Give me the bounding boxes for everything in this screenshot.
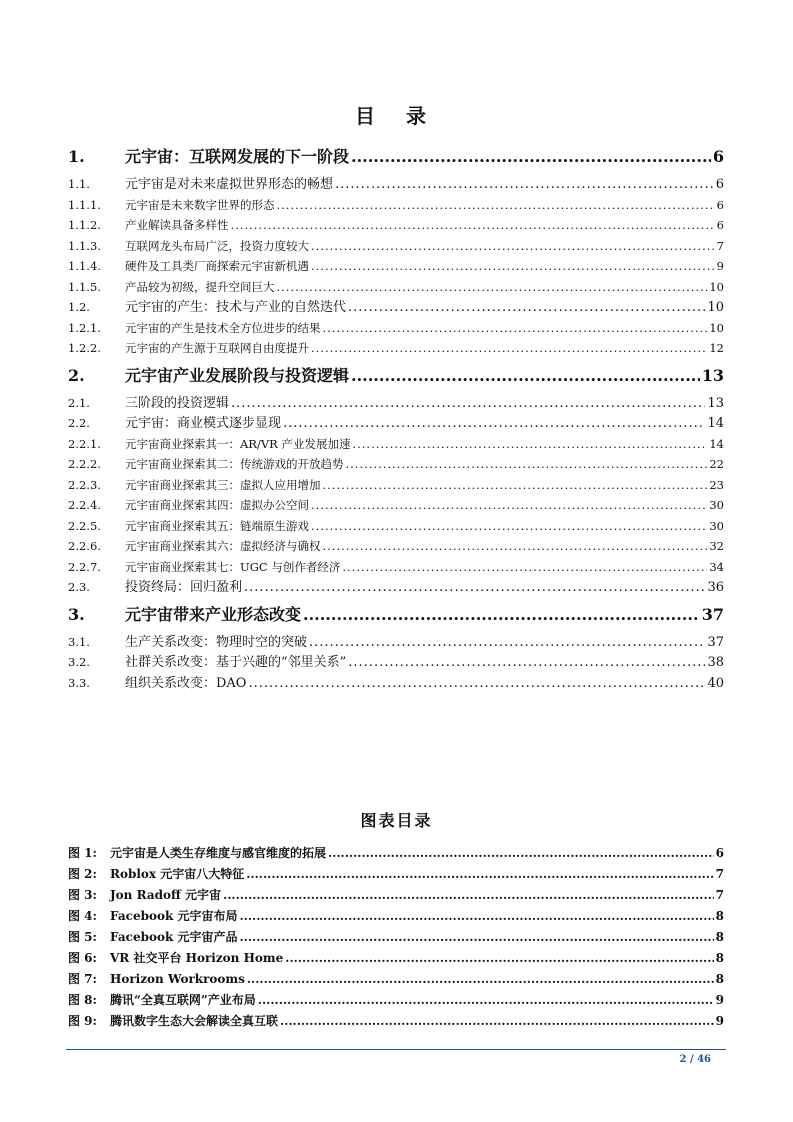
dot-leader <box>323 475 708 496</box>
entry-title: 组织关系改变：DAO <box>125 675 247 691</box>
entry-page: 7 <box>715 888 724 902</box>
entry-title: 元宇宙商业探索其六：虚拟经济与确权 <box>125 539 321 553</box>
entry-number: 图 7: <box>68 972 97 986</box>
dot-leader <box>342 557 707 578</box>
entry-number: 2.2.2. <box>68 457 101 471</box>
entry-page: 37 <box>701 604 724 624</box>
entry-page: 6 <box>715 177 724 192</box>
toc-entry[interactable] <box>68 359 724 393</box>
dot-leader <box>351 140 711 174</box>
figure-entry[interactable] <box>68 864 724 885</box>
dot-leader <box>311 516 707 537</box>
entry-number: 2.3. <box>68 580 90 594</box>
toc-entry[interactable] <box>68 475 724 496</box>
dot-leader <box>277 195 715 216</box>
entry-page: 14 <box>707 416 724 431</box>
dot-leader <box>311 338 707 359</box>
toc-entry[interactable] <box>68 236 724 257</box>
entry-page: 9 <box>715 1014 724 1028</box>
toc-entry[interactable] <box>68 454 724 475</box>
entry-title: Facebook 元宇宙产品 <box>110 930 238 944</box>
dot-leader <box>323 536 708 557</box>
toc-entry[interactable] <box>68 598 724 632</box>
dot-leader <box>258 990 714 1011</box>
entry-page: 14 <box>709 436 724 451</box>
dot-leader <box>311 236 715 257</box>
entry-number: 2.2.5. <box>68 518 101 533</box>
dot-leader <box>303 598 700 632</box>
entry-page: 22 <box>709 457 724 471</box>
entry-page: 23 <box>709 477 724 492</box>
entry-title: 元宇宙：商业模式逐步显现 <box>125 416 282 431</box>
dot-leader <box>351 359 700 393</box>
entry-number: 2.2.1. <box>68 436 101 451</box>
entry-title: 元宇宙商业探索其三：虚拟人应用增加 <box>125 477 321 492</box>
entry-page: 13 <box>701 365 724 385</box>
dot-leader <box>346 454 708 475</box>
toc-entry[interactable] <box>68 413 724 434</box>
dot-leader <box>323 318 708 339</box>
entry-number: 1.1.4. <box>68 259 101 273</box>
entry-page: 38 <box>707 655 724 670</box>
toc-entry[interactable] <box>68 577 724 598</box>
entry-title: Horizon Workrooms <box>110 972 245 986</box>
entry-page: 6 <box>712 147 724 166</box>
dot-leader <box>239 906 713 927</box>
figures-list <box>68 843 724 1032</box>
dot-leader <box>309 633 705 653</box>
entry-number: 1.2.2. <box>68 341 101 355</box>
entry-title: 投资终局：回归盈利 <box>125 580 243 595</box>
dot-leader <box>348 653 705 673</box>
entry-title: 元宇宙的产生是技术全方位进步的结果 <box>125 320 321 335</box>
entry-title: 元宇宙的产生源于互联网自由度提升 <box>125 341 309 355</box>
entry-number: 2.2.3. <box>68 477 101 492</box>
toc-entry[interactable] <box>68 673 724 694</box>
entry-number: 图 2: <box>68 867 97 881</box>
entry-page: 37 <box>707 634 724 650</box>
toc-entry[interactable] <box>68 434 724 455</box>
entry-title: 元宇宙商业探索其五：链端原生游戏 <box>125 518 309 533</box>
entry-title: 元宇宙：互联网发展的下一阶段 <box>125 147 350 166</box>
toc-title: 目 录 <box>355 104 438 128</box>
toc-entry[interactable] <box>68 495 724 516</box>
entry-page: 10 <box>709 320 724 335</box>
toc-entry[interactable] <box>68 318 724 339</box>
entry-title: 元宇宙产业发展阶段与投资逻辑 <box>125 365 350 385</box>
entry-title: 元宇宙商业探索其四：虚拟办公空间 <box>125 498 309 512</box>
entry-number: 1.1. <box>68 177 90 191</box>
table-of-contents <box>68 140 724 693</box>
entry-title: 元宇宙是对未来虚拟世界形态的畅想 <box>125 177 334 192</box>
entry-title: VR 社交平台 Horizon Home <box>110 951 284 965</box>
toc-entry[interactable] <box>68 516 724 537</box>
entry-number: 图 9: <box>68 1014 97 1028</box>
toc-entry[interactable] <box>68 652 724 673</box>
entry-page: 30 <box>709 518 724 533</box>
entry-page: 40 <box>707 675 724 691</box>
entry-title: 产品较为初级，提升空间巨大 <box>125 279 275 294</box>
dot-leader <box>348 298 705 318</box>
entry-page: 9 <box>716 259 724 273</box>
toc-entry[interactable] <box>68 174 724 195</box>
entry-title: 元宇宙是未来数字世界的形态 <box>125 197 275 212</box>
entry-page: 8 <box>715 909 724 923</box>
entry-page: 36 <box>707 580 724 595</box>
toc-entry[interactable] <box>68 297 724 318</box>
toc-entry[interactable] <box>68 338 724 359</box>
entry-title: 元宇宙商业探索其七：UGC 与创作者经济 <box>125 559 341 574</box>
dot-leader <box>231 215 715 236</box>
entry-number: 3. <box>68 604 85 624</box>
entry-title: 元宇宙带来产业形态改变 <box>125 604 302 624</box>
entry-page: 8 <box>715 951 724 965</box>
entry-title: 元宇宙是人类生存维度与感官维度的拓展 <box>110 846 327 860</box>
entry-number: 图 1: <box>68 846 97 860</box>
entry-number: 1.1.2. <box>68 218 101 232</box>
toc-entry[interactable] <box>68 215 724 236</box>
dot-leader <box>352 434 707 455</box>
entry-title: Roblox 元宇宙八大特征 <box>110 867 245 881</box>
dot-leader <box>231 394 705 414</box>
entry-title: 产业解读具备多样性 <box>125 218 229 232</box>
entry-page: 6 <box>716 197 724 212</box>
entry-title: 互联网龙头布局广泛，投资力度较大 <box>125 238 309 253</box>
entry-title: Jon Radoff 元宇宙 <box>110 888 222 902</box>
entry-title: 元宇宙商业探索其二：传统游戏的开放趋势 <box>125 457 344 471</box>
dot-leader <box>247 969 714 990</box>
entry-number: 图 3: <box>68 888 97 902</box>
figure-entry[interactable] <box>68 969 724 990</box>
entry-page: 10 <box>709 279 724 294</box>
figure-entry[interactable] <box>68 843 724 864</box>
entry-number: 3.2. <box>68 655 90 669</box>
entry-title: Facebook 元宇宙布局 <box>110 909 238 923</box>
dot-leader <box>248 674 705 694</box>
entry-title: 三阶段的投资逻辑 <box>125 395 230 411</box>
figure-entry[interactable] <box>68 1011 724 1032</box>
dot-leader <box>283 414 705 434</box>
entry-number: 1. <box>68 147 85 166</box>
entry-number: 2.1. <box>68 395 90 410</box>
toc-entry[interactable] <box>68 195 724 216</box>
figure-entry[interactable] <box>68 948 724 969</box>
entry-page: 10 <box>707 300 724 315</box>
toc-entry[interactable] <box>68 256 724 277</box>
dot-leader <box>335 175 714 195</box>
entry-page: 12 <box>709 341 724 355</box>
entry-page: 6 <box>716 218 724 232</box>
figure-entry[interactable] <box>68 990 724 1011</box>
entry-number: 1.2. <box>68 300 90 314</box>
toc-entry[interactable] <box>68 277 724 298</box>
dot-leader <box>280 1011 714 1032</box>
entry-title: 硬件及工具类厂商探索元宇宙新机遇 <box>125 259 309 273</box>
figure-entry[interactable] <box>68 885 724 906</box>
entry-title: 元宇宙商业探索其一：AR/VR 产业发展加速 <box>125 436 351 451</box>
entry-page: 9 <box>715 993 724 1007</box>
dot-leader <box>223 885 714 906</box>
dot-leader <box>311 495 707 516</box>
entry-number: 2. <box>68 365 85 385</box>
dot-leader <box>311 256 715 277</box>
entry-number: 1.1.5. <box>68 279 101 294</box>
dot-leader <box>244 578 705 598</box>
entry-title: 腾讯数字生态大会解读全真互联 <box>110 1014 279 1028</box>
entry-page: 32 <box>709 539 724 553</box>
entry-page: 30 <box>709 498 724 512</box>
toc-entry[interactable] <box>68 557 724 578</box>
entry-title: 元宇宙的产生：技术与产业的自然迭代 <box>125 300 347 315</box>
entry-number: 3.3. <box>68 675 90 690</box>
entry-number: 图 6: <box>68 951 97 965</box>
toc-entry[interactable] <box>68 393 724 414</box>
page-number: 2 / 46 <box>679 1054 711 1065</box>
entry-number: 1.1.1. <box>68 197 101 212</box>
entry-title: 社群关系改变：基于兴趣的“邻里关系” <box>125 655 347 670</box>
toc-entry[interactable] <box>68 632 724 653</box>
entry-page: 6 <box>715 846 724 860</box>
figures-title: 图表目录 <box>360 811 433 830</box>
entry-page: 13 <box>707 395 724 411</box>
entry-number: 3.1. <box>68 634 90 649</box>
entry-page: 7 <box>715 867 724 881</box>
footer-rule <box>66 1049 726 1050</box>
toc-entry[interactable] <box>68 536 724 557</box>
entry-number: 2.2.6. <box>68 539 101 553</box>
entry-number: 2.2. <box>68 416 90 430</box>
dot-leader <box>285 948 713 969</box>
figure-entry[interactable] <box>68 906 724 927</box>
figure-entry[interactable] <box>68 927 724 948</box>
entry-title: 生产关系改变：物理时空的突破 <box>125 634 308 650</box>
entry-page: 7 <box>716 238 724 253</box>
dot-leader <box>328 843 714 864</box>
entry-number: 图 8: <box>68 993 97 1007</box>
entry-number: 2.2.4. <box>68 498 101 512</box>
entry-number: 1.1.3. <box>68 238 101 253</box>
entry-page: 8 <box>715 930 724 944</box>
dot-leader <box>277 277 708 298</box>
entry-number: 图 5: <box>68 930 97 944</box>
entry-number: 2.2.7. <box>68 559 101 574</box>
toc-entry[interactable] <box>68 140 724 174</box>
entry-title: 腾讯“全真互联网”产业布局 <box>110 993 256 1007</box>
dot-leader <box>246 864 713 885</box>
entry-number: 图 4: <box>68 909 97 923</box>
dot-leader <box>239 927 713 948</box>
entry-number: 1.2.1. <box>68 320 101 335</box>
entry-page: 34 <box>709 559 724 574</box>
entry-page: 8 <box>715 972 724 986</box>
